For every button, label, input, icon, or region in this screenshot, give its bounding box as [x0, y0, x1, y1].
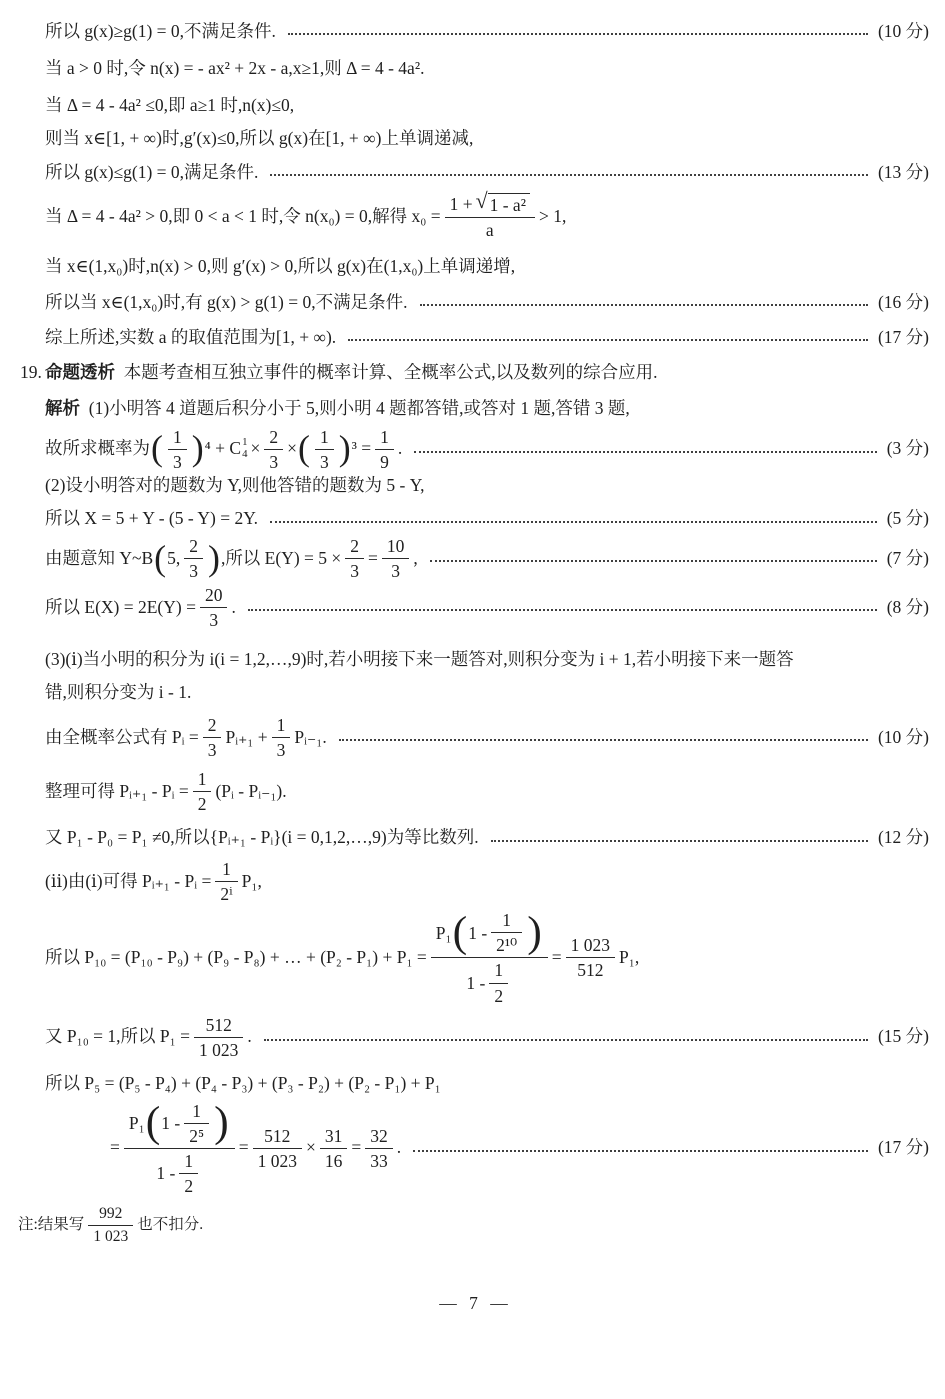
line-8 [45, 291, 931, 315]
score-label: (5 分) [886, 508, 929, 529]
line-4 [45, 127, 931, 151]
line-text: . [396, 1137, 402, 1158]
formula [18, 1205, 203, 1246]
fraction-denominator: 9 [380, 451, 389, 472]
line-text: 所以 X = 5 + Y - (5 - Y) = 2Y. [45, 508, 259, 529]
dotted-leader [270, 520, 877, 523]
fraction-denominator: 1 023 [257, 1150, 297, 1171]
fraction-numerator: 2 [345, 536, 364, 559]
line-text: (1)小明答 4 道题后积分小于 5,则小明 4 题都答错,或答对 1 题,答错 3 题, [88, 397, 630, 418]
line-text: 所以 g(x)≤g(1) = 0,满足条件. [45, 161, 259, 182]
line-text: 综上所述,实数 a 的取值范围为[1, + ∞). [45, 326, 337, 347]
line-text: , [413, 547, 418, 568]
fraction [124, 1098, 235, 1200]
line-1 [45, 20, 931, 44]
line-text: 错,则积分变为 i - 1. [45, 682, 192, 703]
fraction [431, 907, 548, 1009]
nested-fraction [184, 1101, 209, 1146]
nested-fraction [489, 960, 508, 1005]
fraction [215, 856, 237, 907]
line-text: 由全概率公式有 Pᵢ = [45, 726, 199, 747]
line-text: 又 P₁ - P₀ = P₁ ≠0,所以{Pᵢ₊₁ - Pᵢ}(i = 0,1,2,…,9)为等比数列. [45, 827, 479, 848]
score-label: (7 分) [886, 547, 929, 568]
line-25 [45, 1072, 931, 1096]
fraction-numerator: 512 [253, 1126, 302, 1149]
fraction [382, 536, 410, 581]
fraction [264, 427, 283, 472]
fraction-numerator: 1 [193, 769, 212, 792]
fraction-denominator [431, 958, 548, 1005]
radical-icon: √ [475, 189, 488, 214]
line-24 [45, 1012, 931, 1063]
dotted-leader [413, 1149, 868, 1152]
fraction-denominator [124, 1149, 235, 1196]
score-label: (17 分) [877, 326, 929, 347]
line-6 [45, 190, 931, 243]
line-text: = [110, 1137, 120, 1158]
fraction [445, 190, 535, 243]
line-27-note [18, 1205, 931, 1246]
line-text: 当 x∈(1,x₀)时,n(x) > 0,则 g′(x) > 0,所以 g(x)在(1,x₀)上单调递增, [45, 256, 516, 277]
dotted-leader [248, 608, 877, 611]
line-text: 5, [167, 547, 181, 568]
dotted-leader [288, 32, 868, 35]
dotted-leader [414, 450, 876, 453]
line-text: (2)设小明答对的题数为 Y,则他答错的题数为 5 - Y, [45, 474, 425, 495]
formula [45, 907, 639, 1009]
line-15 [45, 536, 931, 581]
dotted-leader [430, 559, 877, 562]
line-text: × [305, 1137, 316, 1158]
fraction-denominator: 3 [189, 561, 198, 582]
fraction-numerator: 1 [491, 910, 522, 933]
line-text: ⁴ + C [204, 438, 242, 459]
fraction-numerator: 1 [315, 427, 334, 450]
fraction [272, 715, 291, 760]
score-label: (10 分) [877, 726, 929, 747]
denominator-text: 1 - [466, 972, 486, 993]
fraction [168, 427, 187, 472]
score-label: (13 分) [877, 161, 929, 182]
line-text: (Pᵢ - Pᵢ₋₁). [215, 780, 287, 801]
line-text: × [287, 438, 297, 459]
line-text: 故所求概率为 [45, 438, 150, 459]
page-number-text: — 7 — [439, 1292, 512, 1313]
fraction-numerator: 2 [184, 536, 203, 559]
line-5 [45, 161, 931, 185]
line-text: P₁, [241, 870, 262, 891]
comb-supsub [242, 437, 247, 461]
fraction-numerator: 1 [215, 859, 237, 882]
line-23 [45, 907, 931, 1009]
formula [45, 766, 287, 817]
nested-fraction [179, 1151, 198, 1196]
fraction-denominator: 1 023 [93, 1227, 129, 1245]
line-text: Pᵢ₋₁. [294, 726, 327, 747]
formula [45, 1012, 252, 1063]
line-text: 注:结果写 [18, 1215, 85, 1233]
section-label: 解析 [45, 397, 80, 418]
fraction [203, 712, 222, 763]
line-text: 又 P₁₀ = 1,所以 P₁ = [45, 1026, 191, 1047]
fraction-denominator: 3 [350, 561, 360, 582]
formula [45, 582, 236, 633]
line-text: 则当 x∈[1, + ∞)时,g′(x)≤0,所以 g(x)在[1, + ∞)上单调递减, [45, 127, 474, 148]
fraction-numerator: 32 [365, 1126, 393, 1149]
score-label: (10 分) [877, 21, 929, 41]
fraction-numerator: 2 [264, 427, 283, 450]
line-21 [45, 826, 931, 850]
fraction [200, 582, 228, 633]
line-text: > 1, [538, 205, 567, 226]
fraction-denominator: 16 [324, 1150, 343, 1171]
fraction-denominator: 3 [209, 610, 219, 631]
line-text: 所以 g(x)≥g(1) = 0,不满足条件. [45, 21, 276, 41]
line-text: = [351, 1137, 362, 1158]
denominator-text: 1 - [156, 1163, 176, 1184]
numerator-text: 1 + [449, 194, 473, 215]
line-19 [45, 712, 931, 763]
line-text: 也不扣分. [137, 1215, 204, 1233]
fraction-denominator: 3 [391, 561, 401, 582]
formula [45, 190, 566, 243]
fraction-numerator: P₁ ( 1 - $\frac{1}{\text{2¹⁰}}$ ) [431, 910, 548, 958]
formula: 由题意知 Y~B ( 5, $\frac{2}{3}$ ) ,所以 E(Y) = 5 × $\frac{2}{3}$ = $\frac{10}{3}$ , [45, 536, 418, 582]
line-9 [45, 326, 931, 350]
line-text: × [250, 438, 261, 459]
fraction-numerator: P₁ ( 1 - $\frac{1}{\text{2⁵}}$ ) [124, 1101, 235, 1149]
fraction-denominator: 512 [577, 960, 604, 981]
score-label: (12 分) [877, 827, 929, 848]
line-text: ³ = [351, 438, 372, 459]
fraction-numerator: 31 [320, 1126, 348, 1149]
line-text: . [397, 438, 403, 459]
line-text: . [231, 597, 236, 618]
dotted-leader [348, 338, 868, 341]
line-text: (3)(ⅰ)当小明的积分为 i(i = 1,2,…,9)时,若小明接下来一题答对,则积分变为 i + 1,若小明接下来一题答 [45, 648, 794, 669]
line-26 [110, 1098, 931, 1200]
radicand: 1 - a² [488, 193, 530, 215]
fraction-numerator: 512 [194, 1015, 243, 1038]
formula: 故所求概率为 ( $\frac{1}{3}$ ) ⁴ + C 1 4 × $\frac{2}{3}$ × ( $\frac{1}{3}$ ) ³ = $\frac{1}{9}$ . [45, 426, 403, 472]
fraction-numerator: 1 [272, 715, 291, 738]
line-text: (ⅱ)由(ⅰ)可得 Pᵢ₊₁ - Pᵢ = [45, 870, 212, 891]
fraction [193, 766, 212, 817]
fraction [345, 536, 364, 581]
line-text: 所以 P₅ = (P₅ - P₄) + (P₄ - P₃) + (P₃ - P₂) + (P₂ - P₁) + P₁ [45, 1072, 441, 1093]
numerator-text: P₁ [128, 1113, 145, 1134]
formula [110, 1098, 401, 1200]
line-14 [45, 507, 931, 531]
line-22 [45, 856, 931, 907]
line-12 [45, 427, 931, 472]
line-7 [45, 255, 931, 279]
line-text: = [368, 547, 378, 568]
fraction-denominator: 2 [197, 794, 207, 815]
line-16 [45, 582, 931, 633]
dotted-leader [491, 839, 868, 842]
dotted-leader [420, 303, 868, 306]
fraction-numerator: 1 [179, 1151, 198, 1174]
fraction-denominator: 33 [370, 1150, 388, 1171]
score-label: (8 分) [886, 597, 929, 618]
page-number [20, 1292, 931, 1316]
fraction-denominator: 3 [276, 739, 286, 760]
fraction [375, 427, 394, 472]
problem-number: 19. [20, 362, 42, 383]
fraction-denominator: 2¹⁰ [496, 935, 518, 956]
line-3 [45, 94, 931, 118]
fraction-denominator: a [485, 220, 494, 241]
line-text: 当 Δ = 4 - 4a² > 0,即 0 < a < 1 时,令 n(x₀) = 0,解得 x₀ = [45, 205, 441, 226]
fraction-numerator: 992 [88, 1205, 133, 1226]
line-text: 当 a > 0 时,令 n(x) = - ax² + 2x - a,x≥1,则 Δ = 4 - 4a². [45, 57, 425, 78]
comb-sup: 1 [242, 436, 248, 449]
line-text: 当 Δ = 4 - 4a² ≤0,即 a≥1 时,n(x)≤0, [45, 95, 295, 116]
line-text: = [551, 947, 562, 968]
fraction [88, 1205, 133, 1246]
fraction-denominator: 2 [494, 985, 504, 1006]
fraction [184, 536, 203, 581]
line-20 [45, 766, 931, 817]
line-text: 所以当 x∈(1,x₀)时,有 g(x) > g(1) = 0,不满足条件. [45, 292, 408, 312]
comb-sub: 4 [242, 448, 248, 461]
line-text: = [238, 1137, 249, 1158]
score-label: (15 分) [877, 1026, 929, 1047]
fraction [194, 1012, 243, 1063]
fraction-denominator: 2⁵ [189, 1125, 205, 1146]
line-text: 整理可得 Pᵢ₊₁ - Pᵢ = [45, 780, 189, 801]
line-text: Pᵢ₊₁ + [225, 726, 268, 747]
line-text: 所以 P₁₀ = (P₁₀ - P₉) + (P₉ - P₈) + … + (P₂ - P₁) + P₁ = [45, 947, 427, 968]
fraction-denominator: 3 [269, 451, 279, 472]
fraction-numerator: 2 [203, 715, 222, 738]
fraction [320, 1126, 348, 1171]
section-label: 命题透析 [45, 362, 115, 383]
score-label: (17 分) [877, 1137, 929, 1158]
line-10 [20, 361, 931, 385]
fraction [253, 1126, 302, 1171]
fraction [315, 427, 334, 472]
score-label: (16 分) [877, 292, 929, 312]
line-11 [45, 397, 931, 421]
line-text: ,所以 E(Y) = 5 × [220, 547, 342, 568]
score-label: (3 分) [886, 438, 929, 459]
fraction-numerator: 20 [200, 585, 228, 608]
dotted-leader [264, 1038, 868, 1041]
fraction-denominator: 2 [184, 1175, 194, 1196]
fraction [566, 935, 615, 980]
line-text: 本题考查相互独立事件的概率计算、全概率公式,以及数列的综合应用. [123, 362, 658, 383]
line-text: 所以 E(X) = 2E(Y) = [45, 597, 196, 618]
line-17 [45, 648, 931, 672]
numerator-text: 1 - [468, 922, 488, 943]
numerator-text: 1 - [161, 1113, 181, 1134]
line-2 [45, 57, 931, 81]
fraction-denominator: 3 [207, 739, 217, 760]
fraction-numerator: 1 [168, 427, 187, 450]
dotted-leader [339, 738, 868, 741]
line-text: . [247, 1026, 252, 1047]
fraction-denominator: 3 [172, 451, 182, 472]
line-13 [45, 474, 931, 498]
fraction-denominator: 2ⁱ [220, 884, 233, 904]
fraction-numerator: 1 [375, 427, 394, 450]
fraction-denominator: 1 023 [199, 1039, 239, 1060]
fraction-denominator: 3 [319, 451, 329, 472]
fraction-numerator: 1 [489, 960, 508, 983]
fraction [365, 1126, 393, 1171]
formula [45, 856, 262, 907]
line-text: 由题意知 Y~B [45, 547, 154, 568]
fraction-numerator [445, 189, 535, 218]
nested-fraction [491, 910, 522, 955]
line-text: P₁, [619, 947, 640, 968]
formula [45, 712, 327, 763]
sqrt-radical [475, 189, 530, 216]
line-18 [45, 681, 931, 705]
dotted-leader [270, 173, 868, 176]
fraction-numerator: 10 [382, 536, 410, 559]
numerator-text: P₁ [435, 922, 452, 943]
fraction-numerator: 1 023 [566, 935, 615, 958]
fraction-numerator: 1 [184, 1101, 209, 1124]
